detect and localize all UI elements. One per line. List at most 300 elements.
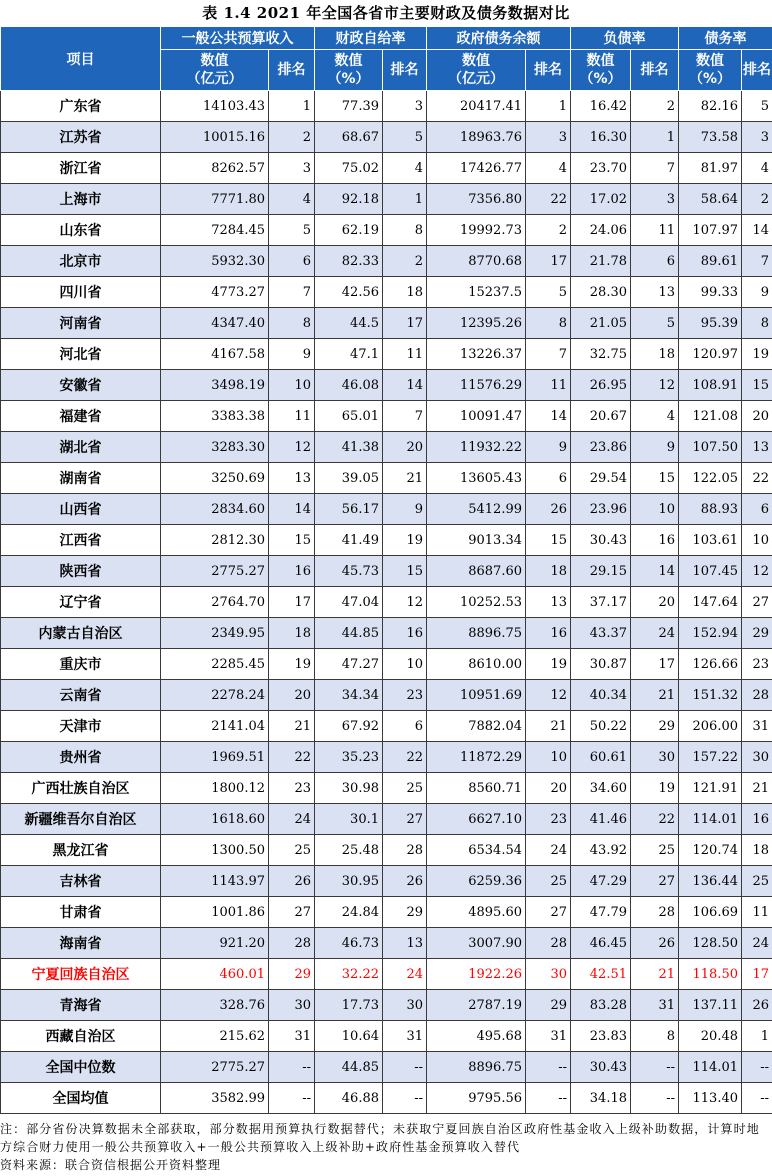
rank-cell: 26 (526, 494, 571, 525)
rank-cell: 29 (526, 990, 571, 1021)
rank-cell: 11 (631, 215, 679, 246)
rank-cell: 15 (742, 370, 772, 401)
region-name-cell: 贵州省 (1, 742, 161, 773)
value-cell: 1143.97 (161, 866, 269, 897)
value-cell: 17426.77 (427, 153, 526, 184)
value-cell: 56.17 (315, 494, 383, 525)
region-name-cell: 江苏省 (1, 122, 161, 153)
value-cell: 14103.43 (161, 91, 269, 122)
rank-cell: 6 (631, 246, 679, 277)
rank-cell: 2 (631, 91, 679, 122)
value-cell: 120.97 (679, 339, 742, 370)
region-name-cell: 陕西省 (1, 556, 161, 587)
rank-cell: 4 (526, 153, 571, 184)
rank-cell: -- (269, 1052, 315, 1083)
rank-cell: 27 (269, 897, 315, 928)
rank-cell: 3 (383, 91, 427, 122)
rank-cell: 15 (631, 463, 679, 494)
value-cell: 4895.60 (427, 897, 526, 928)
rank-cell: 11 (269, 401, 315, 432)
value-cell: 3283.30 (161, 432, 269, 463)
table-row (1, 494, 772, 525)
rank-cell: 19 (383, 525, 427, 556)
rank-cell: 17 (269, 587, 315, 618)
table-row (1, 463, 772, 494)
value-cell: 50.22 (571, 711, 631, 742)
rank-cell: -- (526, 1083, 571, 1114)
rank-cell: 12 (526, 680, 571, 711)
rank-cell: 13 (269, 463, 315, 494)
rank-cell: 31 (269, 1021, 315, 1052)
value-cell: 4347.40 (161, 308, 269, 339)
region-name-cell: 山西省 (1, 494, 161, 525)
value-cell: 137.11 (679, 990, 742, 1021)
header-rank: 排名 (383, 50, 427, 91)
header-row-groups (1, 27, 772, 50)
value-cell: 23.70 (571, 153, 631, 184)
rank-cell: 8 (269, 308, 315, 339)
value-cell: 3383.38 (161, 401, 269, 432)
rank-cell: 23 (383, 680, 427, 711)
value-cell: 40.34 (571, 680, 631, 711)
rank-cell: 21 (631, 680, 679, 711)
region-name-cell: 内蒙古自治区 (1, 618, 161, 649)
rank-cell: 19 (742, 339, 772, 370)
table-row (1, 990, 772, 1021)
rank-cell: 10 (742, 525, 772, 556)
value-cell: 7882.04 (427, 711, 526, 742)
value-cell: 46.88 (315, 1083, 383, 1114)
rank-cell: 31 (631, 990, 679, 1021)
value-cell: 126.66 (679, 649, 742, 680)
table-row (1, 432, 772, 463)
region-name-cell: 甘肃省 (1, 897, 161, 928)
table-row (1, 835, 772, 866)
value-cell: 5932.30 (161, 246, 269, 277)
rank-cell: 30 (269, 990, 315, 1021)
rank-cell: 27 (383, 804, 427, 835)
rank-cell: 29 (383, 897, 427, 928)
rank-cell: 26 (383, 866, 427, 897)
value-cell: 328.76 (161, 990, 269, 1021)
table-row (1, 153, 772, 184)
rank-cell: 5 (631, 308, 679, 339)
rank-cell: -- (742, 1052, 772, 1083)
value-cell: 9795.56 (427, 1083, 526, 1114)
table-row (1, 246, 772, 277)
region-name-cell: 浙江省 (1, 153, 161, 184)
value-cell: 67.92 (315, 711, 383, 742)
rank-cell: 13 (742, 432, 772, 463)
value-cell: 32.75 (571, 339, 631, 370)
value-cell: 7284.45 (161, 215, 269, 246)
value-cell: 44.5 (315, 308, 383, 339)
table-row (1, 277, 772, 308)
value-cell: 114.01 (679, 1052, 742, 1083)
table-row (1, 339, 772, 370)
rank-cell: 25 (742, 866, 772, 897)
value-cell: 107.97 (679, 215, 742, 246)
value-cell: 88.93 (679, 494, 742, 525)
rank-cell: 26 (742, 990, 772, 1021)
value-cell: 20.67 (571, 401, 631, 432)
rank-cell: 27 (526, 897, 571, 928)
value-cell: 45.73 (315, 556, 383, 587)
rank-cell: 19 (269, 649, 315, 680)
header-rank: 排名 (526, 50, 571, 91)
rank-cell: 27 (742, 587, 772, 618)
value-cell: 60.61 (571, 742, 631, 773)
table-row (1, 1083, 772, 1114)
rank-cell: 28 (631, 897, 679, 928)
rank-cell: 10 (383, 649, 427, 680)
rank-cell: 30 (631, 742, 679, 773)
rank-cell: 8 (742, 308, 772, 339)
value-cell: 82.16 (679, 91, 742, 122)
rank-cell: 29 (269, 959, 315, 990)
value-cell: 34.18 (571, 1083, 631, 1114)
value-cell: 9013.34 (427, 525, 526, 556)
rank-cell: 8 (631, 1021, 679, 1052)
value-cell: 30.1 (315, 804, 383, 835)
rank-cell: -- (742, 1083, 772, 1114)
value-cell: 121.91 (679, 773, 742, 804)
value-cell: 23.86 (571, 432, 631, 463)
table-row (1, 866, 772, 897)
region-name-cell: 青海省 (1, 990, 161, 1021)
rank-cell: 3 (631, 184, 679, 215)
rank-cell: 14 (742, 215, 772, 246)
header-value: 数值 （%） (571, 50, 631, 91)
value-cell: 30.43 (571, 525, 631, 556)
region-name-cell: 天津市 (1, 711, 161, 742)
rank-cell: -- (269, 1083, 315, 1114)
value-cell: 47.04 (315, 587, 383, 618)
value-cell: 25.48 (315, 835, 383, 866)
header-value: 数值 （亿元） (161, 50, 269, 91)
rank-cell: 9 (269, 339, 315, 370)
rank-cell: 24 (269, 804, 315, 835)
header-rank: 排名 (269, 50, 315, 91)
rank-cell: 4 (631, 401, 679, 432)
region-name-cell: 云南省 (1, 680, 161, 711)
rank-cell: 1 (631, 122, 679, 153)
table-row (1, 680, 772, 711)
region-name-cell: 北京市 (1, 246, 161, 277)
rank-cell: 15 (269, 525, 315, 556)
region-name-cell: 上海市 (1, 184, 161, 215)
value-cell: 7356.80 (427, 184, 526, 215)
rank-cell: 21 (383, 463, 427, 494)
rank-cell: 20 (631, 587, 679, 618)
value-cell: 32.22 (315, 959, 383, 990)
rank-cell: 4 (269, 184, 315, 215)
value-cell: 10951.69 (427, 680, 526, 711)
value-cell: 6259.36 (427, 866, 526, 897)
rank-cell: 17 (526, 246, 571, 277)
header-value: 数值 （%） (679, 50, 742, 91)
value-cell: 73.58 (679, 122, 742, 153)
value-cell: 47.1 (315, 339, 383, 370)
table-row (1, 711, 772, 742)
value-cell: 42.56 (315, 277, 383, 308)
rank-cell: 11 (383, 339, 427, 370)
table-row (1, 587, 772, 618)
region-name-cell: 广东省 (1, 91, 161, 122)
value-cell: 35.23 (315, 742, 383, 773)
header-rank: 排名 (631, 50, 679, 91)
value-cell: 1001.86 (161, 897, 269, 928)
value-cell: 151.32 (679, 680, 742, 711)
rank-cell: 15 (383, 556, 427, 587)
value-cell: 34.60 (571, 773, 631, 804)
value-cell: 43.37 (571, 618, 631, 649)
value-cell: 3498.19 (161, 370, 269, 401)
rank-cell: 27 (631, 866, 679, 897)
value-cell: 118.50 (679, 959, 742, 990)
rank-cell: 18 (269, 618, 315, 649)
rank-cell: 25 (526, 866, 571, 897)
header-rank: 排名 (742, 50, 772, 91)
rank-cell: 28 (742, 680, 772, 711)
value-cell: 46.45 (571, 928, 631, 959)
table-row (1, 122, 772, 153)
rank-cell: 12 (269, 432, 315, 463)
rank-cell: 15 (526, 525, 571, 556)
value-cell: 11872.29 (427, 742, 526, 773)
rank-cell: 1 (742, 1021, 772, 1052)
region-name-cell: 新疆维吾尔自治区 (1, 804, 161, 835)
rank-cell: 7 (631, 153, 679, 184)
value-cell: 75.02 (315, 153, 383, 184)
table-row (1, 184, 772, 215)
rank-cell: 25 (383, 773, 427, 804)
rank-cell: 6 (269, 246, 315, 277)
value-cell: 92.18 (315, 184, 383, 215)
rank-cell: 5 (742, 91, 772, 122)
region-name-cell: 全国均值 (1, 1083, 161, 1114)
rank-cell: 29 (742, 618, 772, 649)
value-cell: 1969.51 (161, 742, 269, 773)
value-cell: 12395.26 (427, 308, 526, 339)
value-cell: 10091.47 (427, 401, 526, 432)
region-name-cell: 河南省 (1, 308, 161, 339)
value-cell: 113.40 (679, 1083, 742, 1114)
region-name-cell: 海南省 (1, 928, 161, 959)
rank-cell: 18 (383, 277, 427, 308)
rank-cell: 24 (631, 618, 679, 649)
rank-cell: 18 (631, 339, 679, 370)
rank-cell: 7 (742, 246, 772, 277)
rank-cell: 31 (742, 711, 772, 742)
table-row (1, 804, 772, 835)
rank-cell: 10 (631, 494, 679, 525)
value-cell: 99.33 (679, 277, 742, 308)
rank-cell: 28 (269, 928, 315, 959)
rank-cell: 11 (742, 897, 772, 928)
rank-cell: 21 (269, 711, 315, 742)
value-cell: 2775.27 (161, 1052, 269, 1083)
value-cell: 30.98 (315, 773, 383, 804)
region-name-cell: 江西省 (1, 525, 161, 556)
value-cell: 2787.19 (427, 990, 526, 1021)
rank-cell: 12 (631, 370, 679, 401)
rank-cell: 4 (383, 153, 427, 184)
value-cell: 121.08 (679, 401, 742, 432)
table-row (1, 91, 772, 122)
value-cell: 26.95 (571, 370, 631, 401)
value-cell: 103.61 (679, 525, 742, 556)
value-cell: 2349.95 (161, 618, 269, 649)
rank-cell: 20 (383, 432, 427, 463)
value-cell: 921.20 (161, 928, 269, 959)
table-row (1, 649, 772, 680)
rank-cell: 22 (631, 804, 679, 835)
value-cell: 30.43 (571, 1052, 631, 1083)
value-cell: 114.01 (679, 804, 742, 835)
rank-cell: 11 (526, 370, 571, 401)
rank-cell: 2 (742, 184, 772, 215)
rank-cell: 14 (526, 401, 571, 432)
region-name-cell: 湖北省 (1, 432, 161, 463)
value-cell: 46.08 (315, 370, 383, 401)
rank-cell: 18 (526, 556, 571, 587)
rank-cell: 9 (631, 432, 679, 463)
rank-cell: 9 (742, 277, 772, 308)
value-cell: 8687.60 (427, 556, 526, 587)
rank-cell: 5 (383, 122, 427, 153)
value-cell: 37.17 (571, 587, 631, 618)
value-cell: 108.91 (679, 370, 742, 401)
value-cell: 2834.60 (161, 494, 269, 525)
value-cell: 128.50 (679, 928, 742, 959)
rank-cell: 31 (526, 1021, 571, 1052)
value-cell: 17.73 (315, 990, 383, 1021)
value-cell: 107.50 (679, 432, 742, 463)
value-cell: 10.64 (315, 1021, 383, 1052)
rank-cell: 16 (742, 804, 772, 835)
value-cell: 20.48 (679, 1021, 742, 1052)
table-row (1, 215, 772, 246)
rank-cell: 17 (631, 649, 679, 680)
rank-cell: 22 (269, 742, 315, 773)
value-cell: 2775.27 (161, 556, 269, 587)
value-cell: 6627.10 (427, 804, 526, 835)
rank-cell: 24 (742, 928, 772, 959)
source-note: 资料来源：联合资信根据公开资料整理 (0, 1158, 222, 1172)
rank-cell: 9 (526, 432, 571, 463)
value-cell: 19992.73 (427, 215, 526, 246)
region-name-cell: 安徽省 (1, 370, 161, 401)
rank-cell: 7 (526, 339, 571, 370)
region-name-cell: 河北省 (1, 339, 161, 370)
region-name-cell: 湖南省 (1, 463, 161, 494)
table-title: 表 1.4 2021 年全国各省市主要财政及债务数据对比 (202, 4, 570, 22)
value-cell: 47.79 (571, 897, 631, 928)
value-cell: 10015.16 (161, 122, 269, 153)
rank-cell: 13 (631, 277, 679, 308)
rank-cell: 10 (269, 370, 315, 401)
table-row (1, 742, 772, 773)
header-item: 项目 (1, 27, 161, 91)
value-cell: 8262.57 (161, 153, 269, 184)
value-cell: 82.33 (315, 246, 383, 277)
rank-cell: 12 (383, 587, 427, 618)
rank-cell: 4 (742, 153, 772, 184)
rank-cell: 13 (526, 587, 571, 618)
value-cell: 95.39 (679, 308, 742, 339)
value-cell: 30.95 (315, 866, 383, 897)
rank-cell: 30 (526, 959, 571, 990)
value-cell: 41.46 (571, 804, 631, 835)
value-cell: 23.96 (571, 494, 631, 525)
table-row (1, 773, 772, 804)
rank-cell: 16 (269, 556, 315, 587)
region-name-cell: 山东省 (1, 215, 161, 246)
value-cell: 77.39 (315, 91, 383, 122)
rank-cell: -- (631, 1083, 679, 1114)
rank-cell: 2 (383, 246, 427, 277)
rank-cell: 13 (383, 928, 427, 959)
rank-cell: 20 (742, 401, 772, 432)
rank-cell: 24 (526, 835, 571, 866)
value-cell: 106.69 (679, 897, 742, 928)
value-cell: 41.38 (315, 432, 383, 463)
rank-cell: 19 (631, 773, 679, 804)
rank-cell: 30 (383, 990, 427, 1021)
footnote: 注：部分省份决算数据未全部获取，部分数据用预算执行数据替代；未获取宁夏回族自治区政府性基金收入上级补助数据，计算时地方综合财力使用一般公共预算收入+一般公共预算收入上级补助+政府性基金预算收入替代 (0, 1122, 760, 1154)
rank-cell: 16 (526, 618, 571, 649)
value-cell: 13605.43 (427, 463, 526, 494)
value-cell: 2141.04 (161, 711, 269, 742)
region-name-cell: 西藏自治区 (1, 1021, 161, 1052)
rank-cell: 29 (631, 711, 679, 742)
region-name-cell: 宁夏回族自治区 (1, 959, 161, 990)
table-row (1, 959, 772, 990)
region-name-cell: 黑龙江省 (1, 835, 161, 866)
region-name-cell: 四川省 (1, 277, 161, 308)
value-cell: 41.49 (315, 525, 383, 556)
value-cell: 18963.76 (427, 122, 526, 153)
value-cell: 2285.45 (161, 649, 269, 680)
value-cell: 7771.80 (161, 184, 269, 215)
value-cell: 20417.41 (427, 91, 526, 122)
rank-cell: 2 (269, 122, 315, 153)
rank-cell: 23 (269, 773, 315, 804)
rank-cell: 24 (383, 959, 427, 990)
rank-cell: 23 (526, 804, 571, 835)
value-cell: 8560.71 (427, 773, 526, 804)
rank-cell: 25 (269, 835, 315, 866)
rank-cell: 6 (383, 711, 427, 742)
rank-cell: 8 (526, 308, 571, 339)
rank-cell: 1 (269, 91, 315, 122)
rank-cell: 28 (383, 835, 427, 866)
value-cell: 15237.5 (427, 277, 526, 308)
value-cell: 3007.90 (427, 928, 526, 959)
rank-cell: 16 (631, 525, 679, 556)
value-cell: 8610.00 (427, 649, 526, 680)
value-cell: 107.45 (679, 556, 742, 587)
value-cell: 6534.54 (427, 835, 526, 866)
rank-cell: 3 (742, 122, 772, 153)
value-cell: 21.05 (571, 308, 631, 339)
value-cell: 206.00 (679, 711, 742, 742)
value-cell: 30.87 (571, 649, 631, 680)
value-cell: 68.67 (315, 122, 383, 153)
region-name-cell: 吉林省 (1, 866, 161, 897)
value-cell: 39.05 (315, 463, 383, 494)
